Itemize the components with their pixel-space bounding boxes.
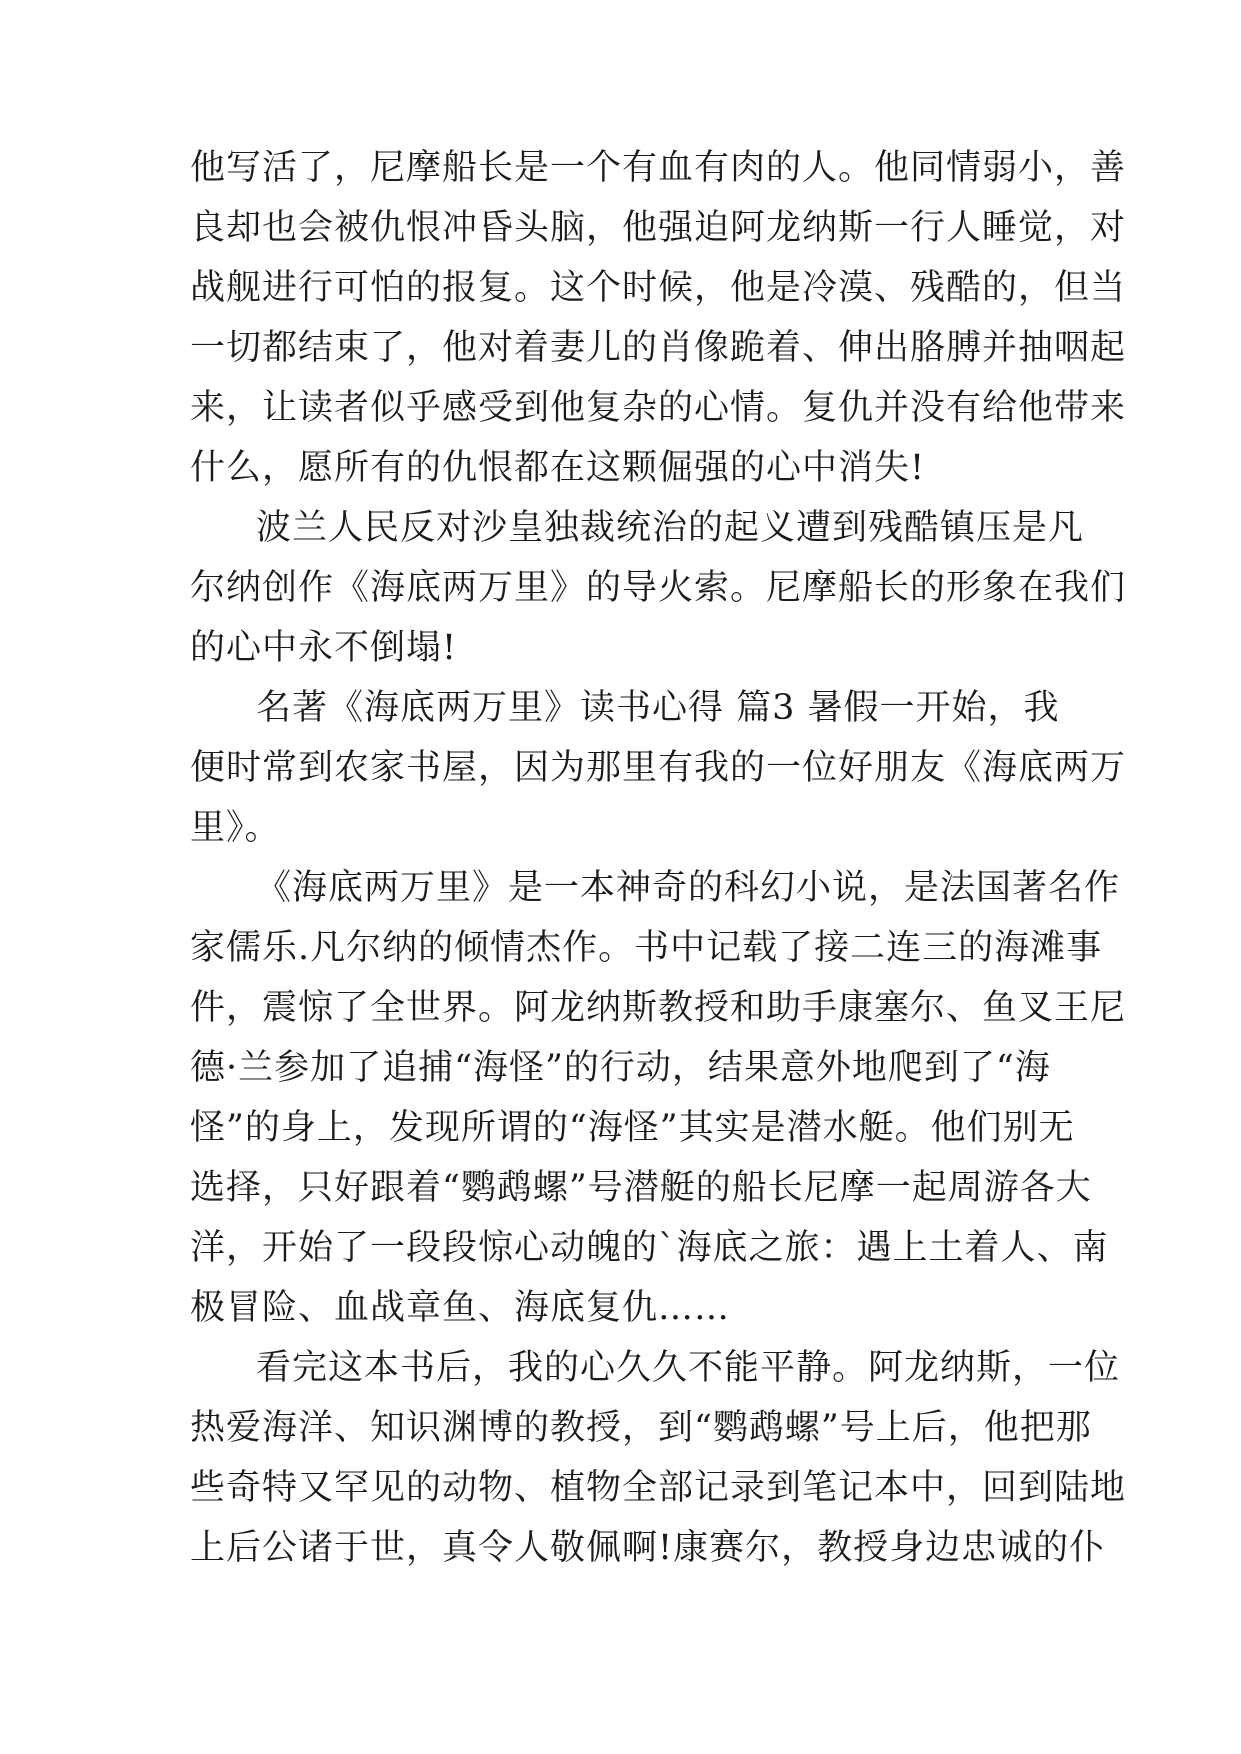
text-line: 看完这本书后，我的心久久不能平静。阿龙纳斯，一位 — [256, 1348, 1121, 1388]
text-line: 的心中永不倒塌! — [190, 628, 458, 668]
text-line: 他写活了，尼摩船长是一个有血有肉的人。他同情弱小，善 — [190, 148, 1127, 188]
text-line: 极冒险、血战章鱼、海底复仇…… — [190, 1288, 731, 1328]
text-line: 战舰进行可怕的报复。这个时候，他是冷漠、残酷的，但当 — [190, 268, 1127, 308]
text-line: 便时常到农家书屋，因为那里有我的一位好朋友《海底两万 — [190, 748, 1127, 788]
text-line: 洋，开始了一段段惊心动魄的`海底之旅：遇上土着人、南 — [190, 1228, 1109, 1268]
text-line: 里》。 — [190, 808, 281, 848]
text-line: 尔纳创作《海底两万里》的导火索。尼摩船长的形象在我们 — [190, 568, 1127, 608]
text-line: 怪”的身上，发现所谓的“海怪”其实是潜水艇。他们别无 — [190, 1108, 1075, 1148]
text-line: 一切都结束了，他对着妻儿的肖像跪着、伸出胳膊并抽咽起 — [190, 328, 1127, 368]
text-line: 上后公诸于世，真令人敬佩啊!康赛尔，教授身边忠诚的仆 — [190, 1528, 1106, 1568]
text-line: 良却也会被仇恨冲昏头脑，他强迫阿龙纳斯一行人睡觉，对 — [190, 208, 1127, 248]
text-line: 《海底两万里》是一本神奇的科幻小说，是法国著名作 — [256, 868, 1121, 908]
text-line: 德·兰参加了追捕“海怪”的行动，结果意外地爬到了“海 — [190, 1048, 1051, 1088]
text-line: 波兰人民反对沙皇独裁统治的起义遭到残酷镇压是凡 — [256, 508, 1085, 548]
text-line: 热爱海洋、知识渊博的教授，到“鹦鹉螺”号上后，他把那 — [190, 1408, 1092, 1448]
text-line: 家儒乐.凡尔纳的倾情杰作。书中记载了接二连三的海滩事 — [190, 928, 1103, 968]
text-line: 些奇特又罕见的动物、植物全部记录到笔记本中，回到陆地 — [190, 1468, 1127, 1508]
text-line: 来，让读者似乎感受到他复杂的心情。复仇并没有给他带来 — [190, 388, 1127, 428]
text-line: 什么，愿所有的仇恨都在这颗倔强的心中消失! — [190, 448, 926, 488]
text-line: 件，震惊了全世界。阿龙纳斯教授和助手康塞尔、鱼叉王尼 — [190, 988, 1127, 1028]
text-line: 选择，只好跟着“鹦鹉螺”号潜艇的船长尼摩一起周游各大 — [190, 1168, 1092, 1208]
section-heading-line: 名著《海底两万里》读书心得 篇3 暑假一开始，我 — [256, 688, 1060, 728]
